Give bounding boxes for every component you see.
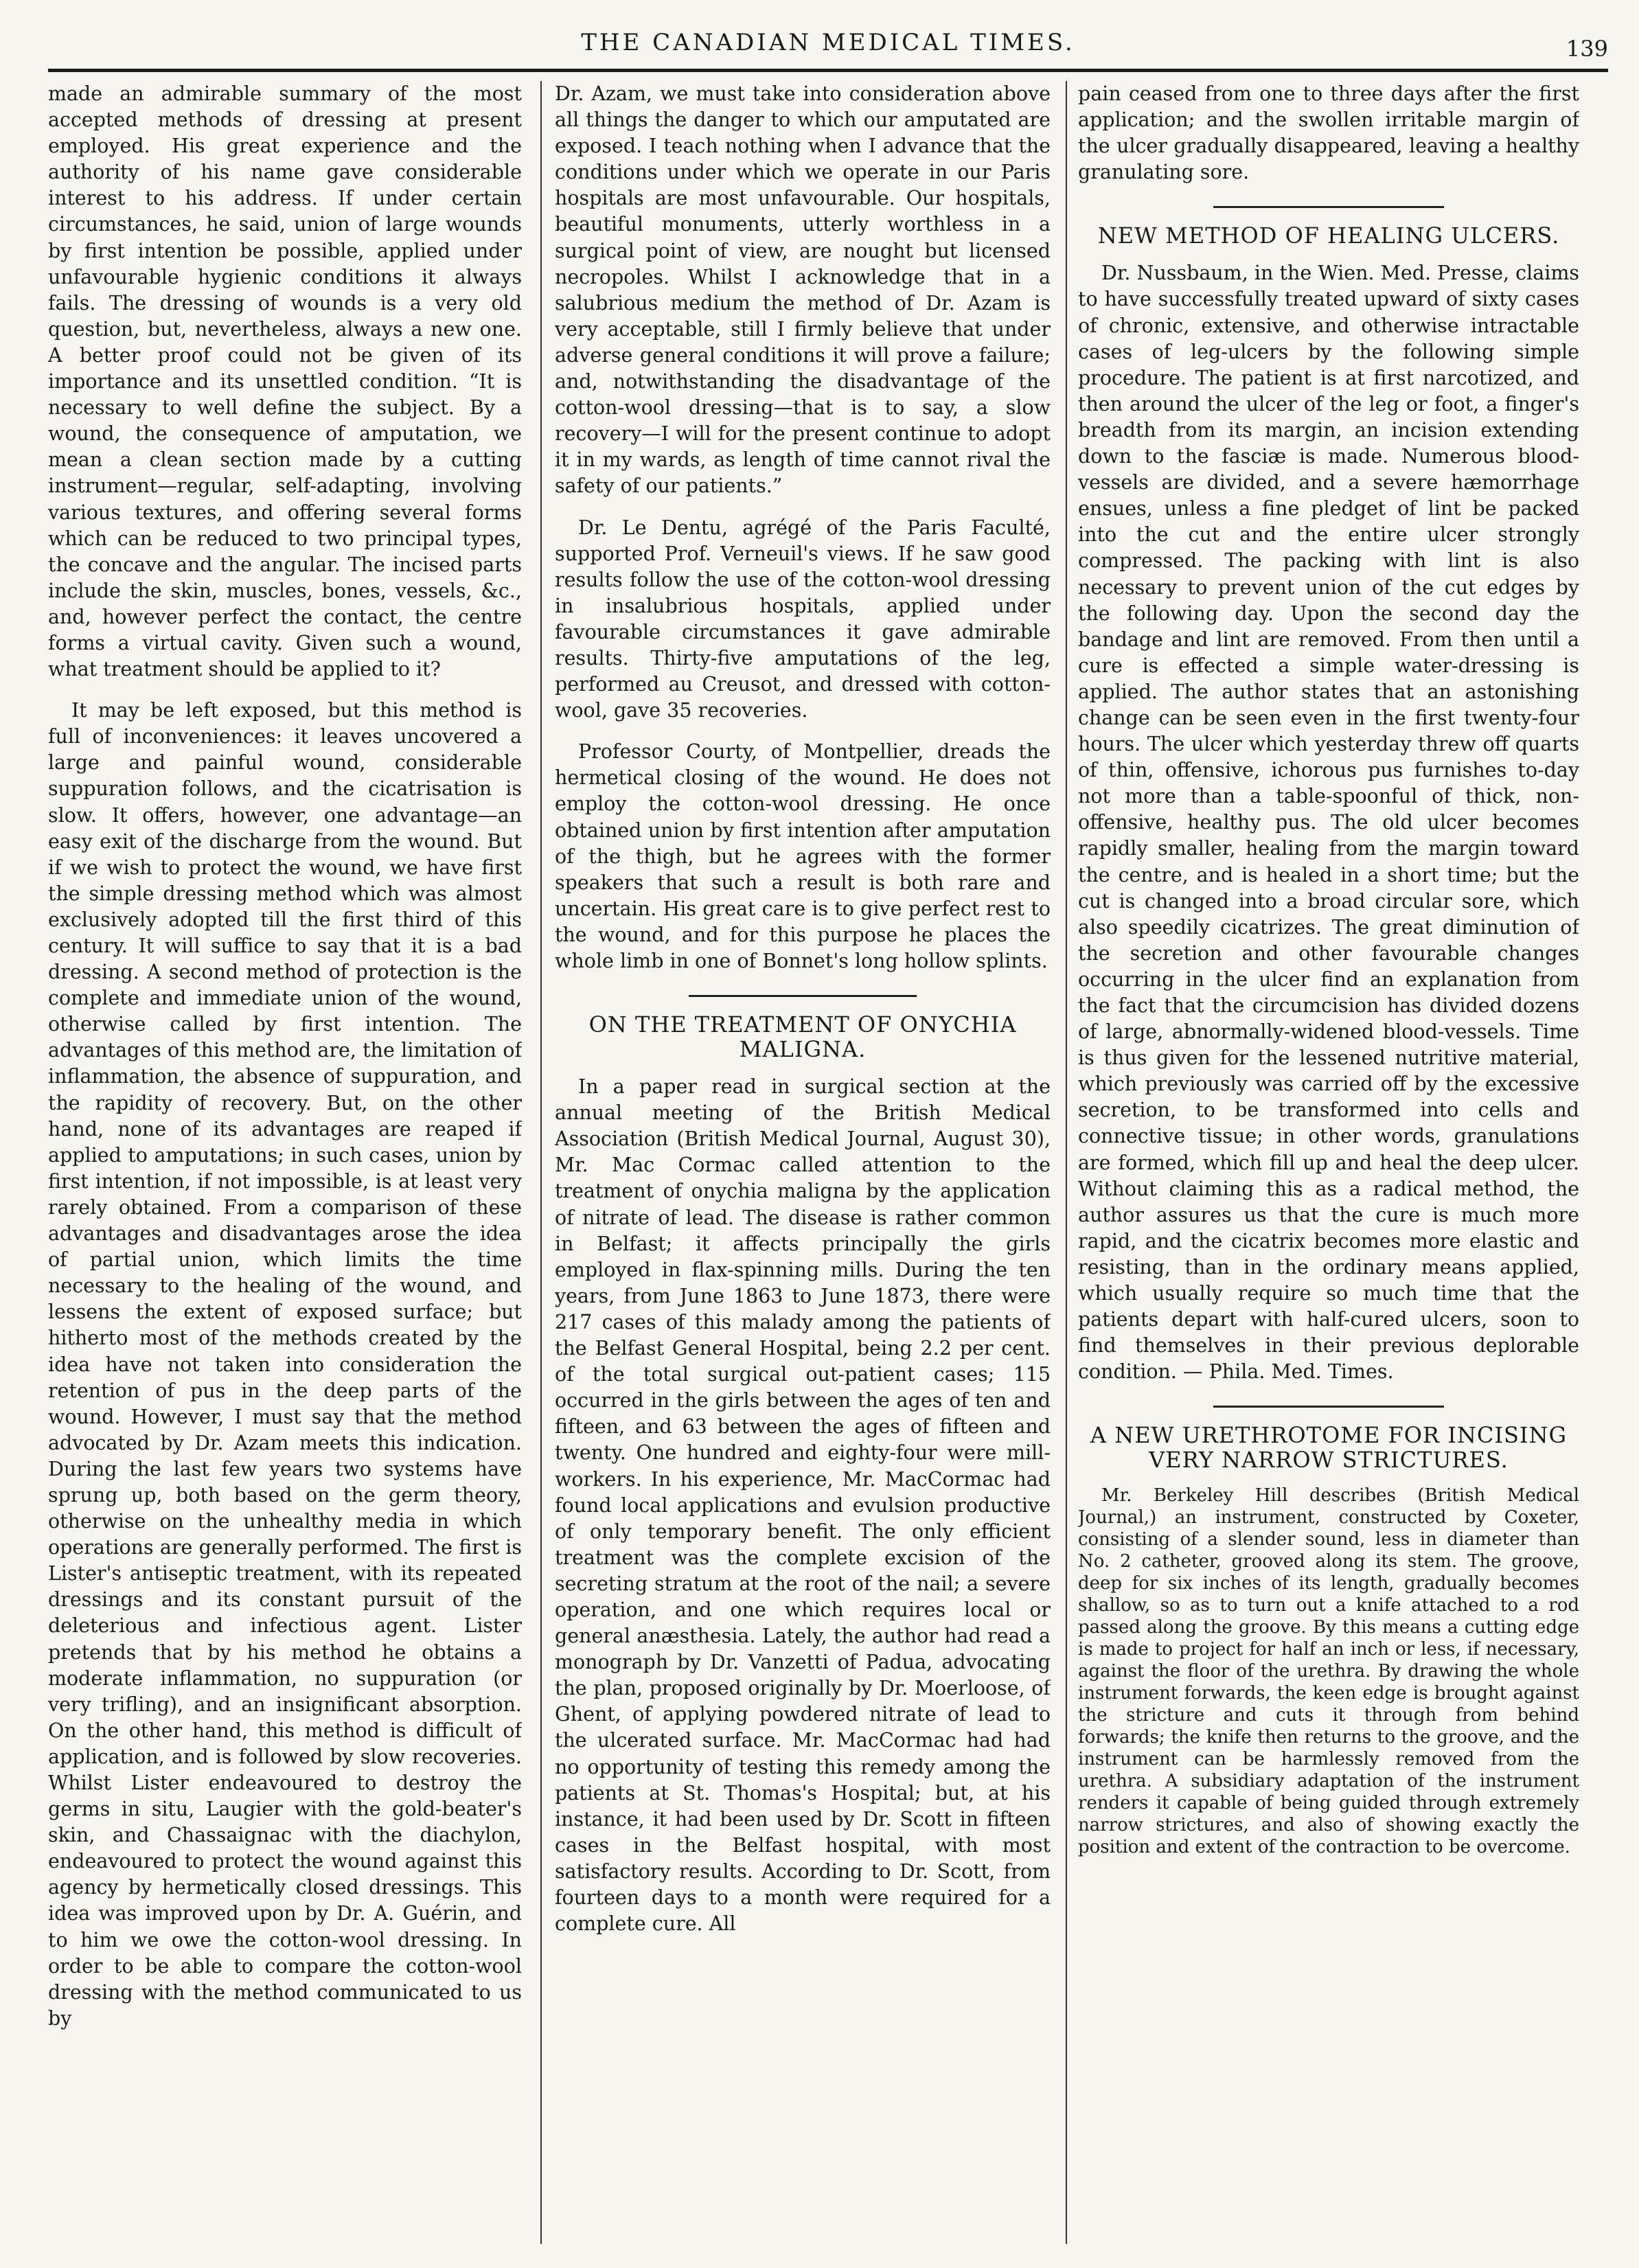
page-number: 139 <box>1566 36 1608 62</box>
journal-title: THE CANADIAN MEDICAL TIMES. <box>581 29 1075 56</box>
column-3 <box>1078 81 1579 2244</box>
paragraph: made an admirable summary of the most accepted methods of dressing at present employed. His great experience and the authority of his name gave considerable interest to his address. If under certain circumstances, he said, union of large wounds by first intention be possible, applied under unfavourable hygienic conditions it always fails. The dressing of wounds is a very old question, but, nevertheless, always a new one. A better proof could not be given of its importance and its unsettled condition. “It is necessary to well define the subject. By a wound, the consequence of amputation, we mean a clean section made by a cutting instrument—regular, self-adapting, involving various textures, and offering several forms which can be reduced to two principal types, the concave and the angular. The incised parts include the skin, muscles, bones, vessels, &c., and, however perfect the contact, the centre forms a virtual cavity. Given such a wound, what treatment should be applied to it? <box>48 82 522 681</box>
paragraph: In a paper read in surgical section at the annual meeting of the British Medical Association (British Medical Journal, August 30), Mr. Mac Cormac called attention to the treatment of onychia maligna by the application of nitrate of lead. The disease is rather common in Belfast; it affects principally the girls employed in flax-spinning mills. During the ten years, from June 1863 to June 1873, there were 217 cases of this malady among the patients of the Belfast General Hospital, being 2.2 per cent. of the total surgical out-patient cases; 115 occurred in the girls between the ages of ten and fifteen, and 63 between the ages of fifteen and twenty. One hundred and eighty-four were mill-workers. In his experience, Mr. MacCormac had found local applications and evulsion productive of only temporary benefit. The only efficient treatment was the complete excision of the secreting stratum at the root of the nail; a severe operation, and one which requires local or general anæsthesia. Lately, the author had read a monograph by Dr. Vanzetti of Padua, advocating the plan, proposed originally by Dr. Moerloose, of Ghent, of applying powdered nitrate of lead to the ulcerated surface. Mr. MacCormac had had no opportunity of testing this remedy among the patients at St. Thomas's Hospital; but, at his instance, it had been used by Dr. Scott in fifteen cases in the Belfast hospital, with most satisfactory results. According to Dr. Scott, from fourteen days to a month were required for a complete cure. All <box>555 1075 1051 1936</box>
article-heading: NEW METHOD OF HEALING ULCERS. <box>1097 222 1560 249</box>
paragraph: It may be left exposed, but this method is full of inconveniences: it leaves uncovered a large and painful wound, considerable suppuration follows, and the cicatrisation is slow. It offers, however, one advantage—an easy exit of the discharge from the wound. But if we wish to protect the wound, we have first the simple dressing method which was almost exclusively adopted till the first third of this century. It will suffice to say that it is a bad dressing. A second method of protection is the complete and immediate union of the wound, otherwise called by first intention. The advantages of this method are, the limitation of inflammation, the absence of suppuration, and the rapidity of recovery. But, on the other hand, none of its advantages are reaped if applied to amputations; in such cases, union by first intention, if not impossible, is at least very rarely obtained. From a comparison of these advantages and disadvantages arose the idea of partial union, which limits the time necessary to the healing of the wound, and lessens the extent of exposed surface; but hitherto most of the methods created by the idea have not taken into consideration the retention of pus in the deep parts of the wound. However, I must say that the method advocated by Dr. Azam meets this indication. During the last few years two systems have sprung up, both based on the germ theory, otherwise on the unhealthy media in which operations are generally performed. The first is Lister's antiseptic treatment, with its repeated dressings and its constant pursuit of the deleterious and infectious agent. Lister pretends that by his method he obtains a moderate inflammation, no suppuration (or very trifling), and an insignificant absorption. On the other hand, this method is difficult of application, and is followed by slow recoveries. Whilst Lister endeavoured to destroy the germs in situ, Laugier with the gold-beater's skin, and Chassaignac with the diachylon, endeavoured to protect the wound against this agency by hermetically closed dressings. This idea was improved upon by Dr. A. Guérin, and to him we owe the cotton-wool dressing. In order to be able to compare the cotton-wool dressing with the method communicated to us by <box>48 699 522 2030</box>
paragraph: Professor Courty, of Montpellier, dreads the hermetical closing of the wound. He does not employ the cotton-wool dressing. He once obtained union by first intention after amputation of the thigh, but he agrees with the former speakers that such a result is both rare and uncertain. His great care is to give perfect rest to the wound, and for this purpose he places the whole limb in one of Bonnet's long hollow splints. <box>555 740 1051 972</box>
column-2 <box>555 81 1051 2244</box>
column-1 <box>48 81 522 2244</box>
article-heading: A NEW URETHROTOME FOR INCISING VERY NARROW STRICTURES. <box>1090 1422 1568 1474</box>
section-rule <box>1213 206 1444 208</box>
section-rule <box>689 995 917 997</box>
section-rule <box>1213 1406 1444 1408</box>
paragraph: Dr. Le Dentu, agrégé of the Paris Faculté, supported Prof. Verneuil's views. If he saw good results follow the use of the cotton-wool dressing in insalubrious hospitals, applied under favourable circumstances it gave admirable results. Thirty-five amputations of the leg, performed au Creusot, and dressed with cotton-wool, gave 35 recoveries. <box>555 516 1051 722</box>
article-heading: ON THE TREATMENT OF ONYCHIA MALIGNA. <box>588 1011 1017 1063</box>
running-head <box>48 26 1608 69</box>
header-rule <box>48 69 1608 72</box>
paragraph: Dr. Nussbaum, in the Wien. Med. Presse, claims to have successfully treated upward of sixty cases of chronic, extensive, and otherwise intractable cases of leg-ulcers by the following simple procedure. The patient is at first narcotized, and then around the ulcer of the leg or foot, a finger's breadth from its margin, an incision extending down to the fasciæ is made. Numerous blood-vessels are divided, and a severe hæmorrhage ensues, unless a fine pledget of lint be packed into the cut and the entire ulcer strongly compressed. The packing with lint is also necessary to prevent union of the cut edges by the following day. Upon the second day the bandage and lint are removed. From then until a cure is effected a simple water-dressing is applied. The author states that an astonishing change can be seen even in the first twenty-four hours. The ulcer which yesterday threw off quarts of thin, offensive, ichorous pus furnishes to-day not more than a table-spoonful of thick, non-offensive, healthy pus. The old ulcer becomes rapidly smaller, healing from the margin toward the centre, and is healed in a short time; but the cut is changed into a broad circular sore, which also speedily cicatrizes. The great diminution of the secretion and other favourable changes occurring in the ulcer find an explanation from the fact that the circumcision has divided dozens of large, abnormally-widened blood-vessels. Time is thus given for the lessened nutritive material, which previously was carried off by the excessive secretion, to be transformed into cells and connective tissue; in other words, granulations are formed, which fill up and heal the deep ulcer. Without claiming this as a radical method, the author assures us that the cure is much more rapid, and the cicatrix becomes more elastic and resisting, than in the ordinary means applied, which usually require so much time that the patients depart with half-cured ulcers, soon to find themselves in their previous deplorable condition. — Phila. Med. Times. <box>1078 262 1579 1384</box>
column-divider <box>540 81 542 2244</box>
column-divider <box>1066 81 1067 2244</box>
paragraph: pain ceased from one to three days after the first application; and the swollen irritable margin of the ulcer gradually disappeared, leaving a healthy granulating sore. <box>1078 82 1579 184</box>
paragraph: Mr. Berkeley Hill describes (British Medical Journal,) an instrument, constructed by Coxeter, consisting of a slender sound, less in diameter than No. 2 catheter, grooved along its stem. The groove, deep for six inches of its length, gradually becomes shallow, so as to turn out a knife attached to a rod passed along the groove. By this means a cutting edge is made to project for half an inch or less, if necessary, against the floor of the urethra. By drawing the whole instrument forwards, the keen edge is brought against the stricture and cuts it through from behind forwards; the knife then returns to the groove, and the instrument can be harmlessly removed from the urethra. A subsidiary adaptation of the instrument renders it capable of being guided through extremely narrow strictures, and also of showing exactly the position and extent of the contraction to be overcome. <box>1078 1485 1579 1858</box>
paragraph: Dr. Azam, we must take into consideration above all things the danger to which our amputated are exposed. I teach nothing when I advance that the conditions under which we operate in our Paris hospitals are most unfavourable. Our hospitals, beautiful monuments, utterly worthless in a surgical point of view, are nought but licensed necropoles. Whilst I acknowledge that in a salubrious medium the method of Dr. Azam is very acceptable, still I firmly believe that under adverse general conditions it will prove a failure; and, notwithstanding the disadvantage of the cotton-wool dressing—that is to say, a slow recovery—I will for the present continue to adopt it in my wards, as length of time cannot rival the safety of our patients.” <box>555 82 1051 498</box>
